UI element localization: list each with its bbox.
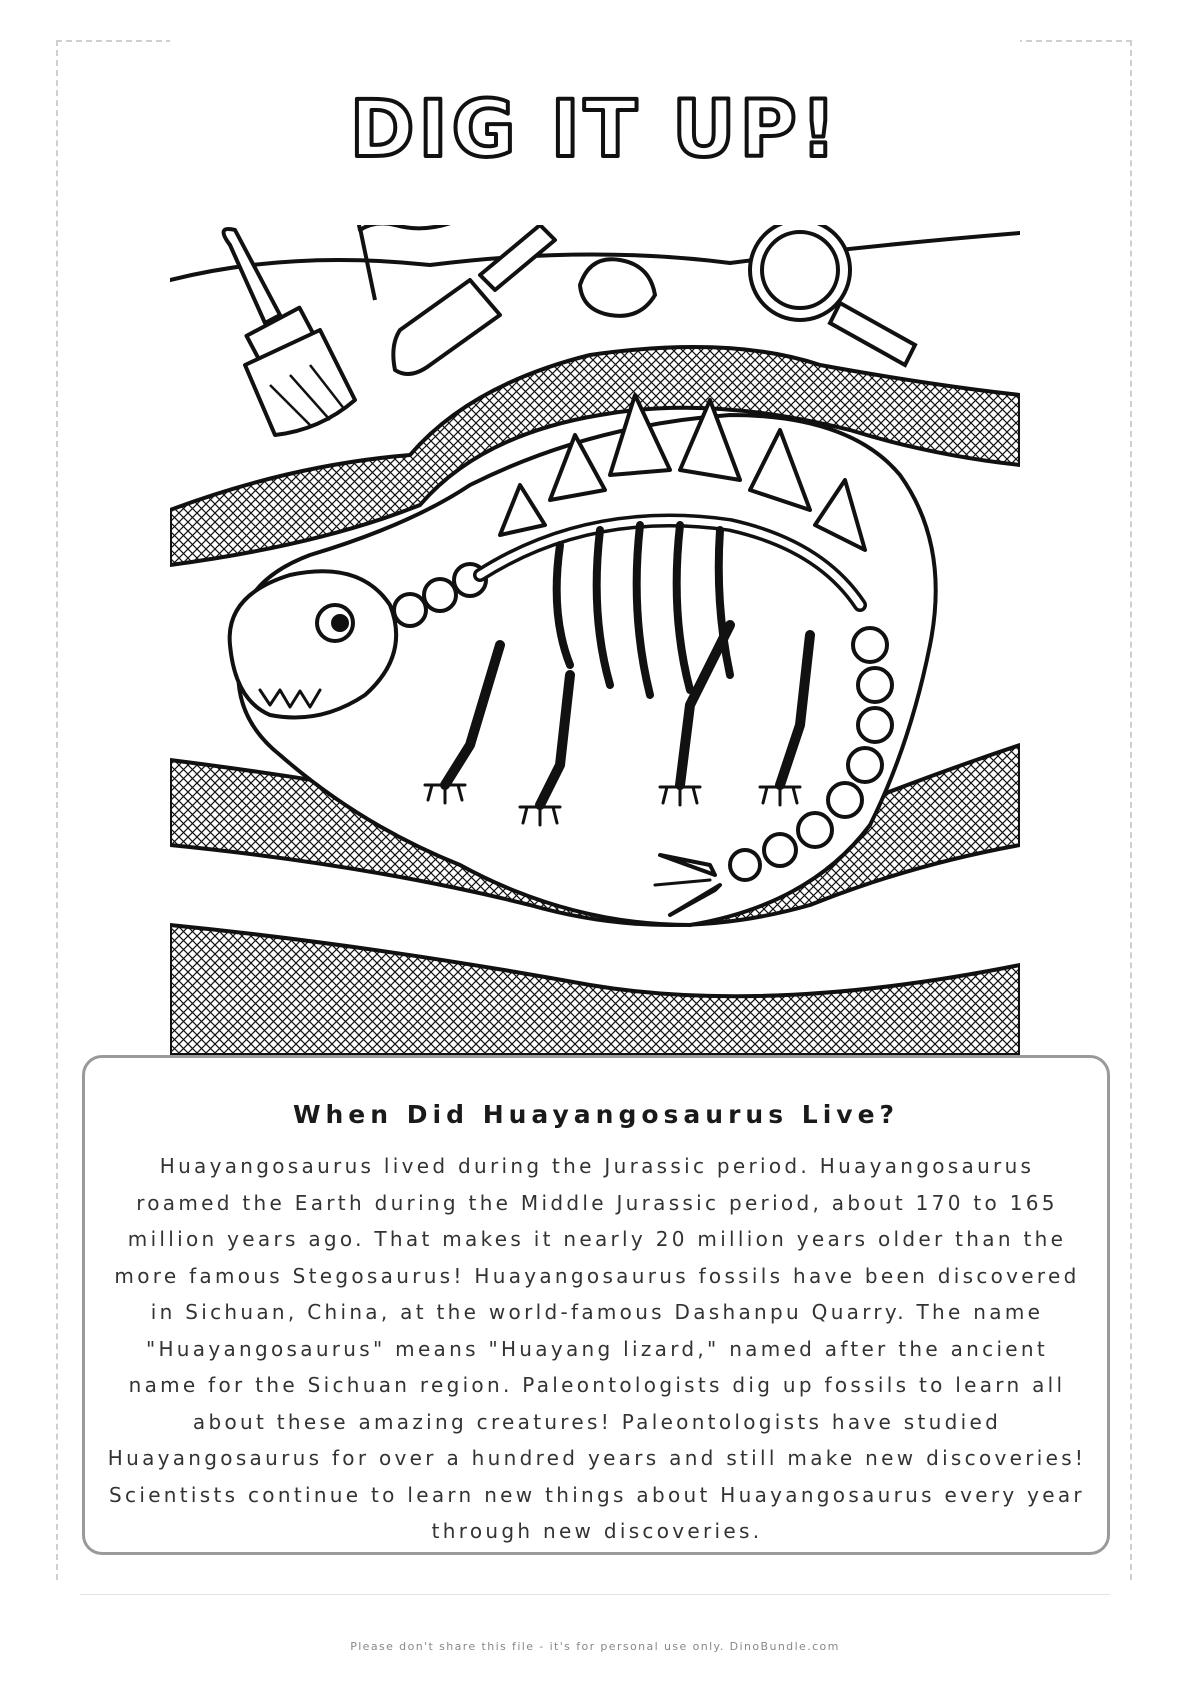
footer-notice: Please don't share this file - it's for personal use only. DinoBundle.com: [350, 1640, 840, 1653]
info-heading: When Did Huayangosaurus Live?: [292, 1100, 900, 1129]
trowel-icon: [393, 225, 555, 374]
info-box: [82, 1055, 1110, 1555]
info-body: Huayangosaurus lived during the Jurassic period. Huayangosaurus roamed the Earth during the Middle Jurassic period, about 170 to 165 million years ago. That makes it nearly 20 million years older than the more famous Stegosaurus! Huayangosaurus fossils have been discovered in Sichuan, China, at the world-famous Dashanpu Quarry. The name "Huayangosaurus" means "Huayang lizard," named after the ancient name for the Sichuan region. Paleontologists dig up fossils to learn all about these amazing creatures! Paleontologists have studied Huayangosaurus for over a hundred years and still make new discoveries! Scientists continue to learn new things about Huayangosaurus every year through new discoveries.: [107, 1154, 1087, 1543]
footer-divider: [80, 1594, 1110, 1595]
page-title-text: DIG IT UP!: [349, 85, 841, 174]
page-title: [0, 84, 1190, 174]
border-gap: [170, 36, 1020, 44]
soil-layer-bottom: [170, 925, 1020, 1055]
rock-icon: [580, 259, 655, 316]
fossil-dig-illustration: [170, 225, 1020, 1055]
